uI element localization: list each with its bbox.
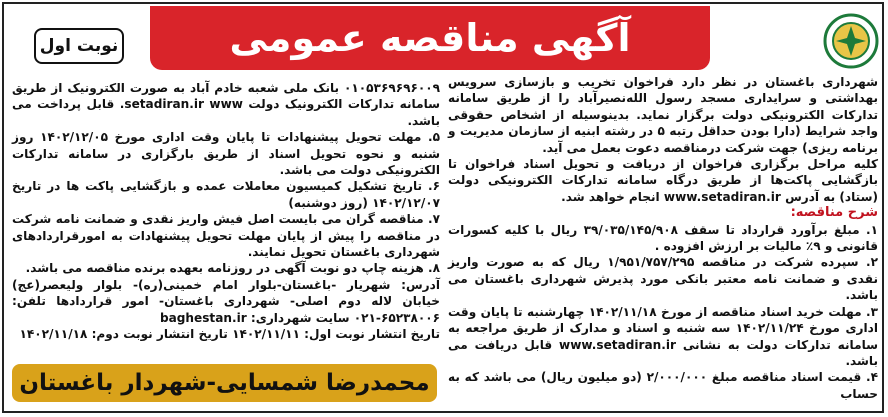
setad-link[interactable]: www.setadiran.ir — [663, 189, 781, 204]
municipality-site-link[interactable]: baghestan.ir — [159, 310, 247, 325]
ad-title: آگهی مناقصه عمومی — [229, 16, 631, 60]
condition-item-1: ۱. مبلغ برآورد قرارداد تا سقف ۳۹/۰۳۵/۱۴۵/۹۰۸ ریال با کلیه کسورات قانونی و ۹٪ مالیات بر ارزش افزوده . — [448, 222, 878, 254]
municipality-logo-icon — [822, 12, 880, 70]
condition-item-2: ۲. سپرده شرکت در مناقصه ۱/۹۵۱/۷۵۷/۲۹۵ ریال که به صورت واریز نقدی و ضمانت نامه معتبر بانکی مورد پذیرش شهرداری باغستان می باشد. — [448, 255, 878, 303]
condition-item-8: ۸. هزینه چاپ دو نوبت آگهی در روزنامه بعهده برنده مناقصه می باشد. — [25, 261, 440, 276]
process-text: کلیه مراحل برگزاری فراخوان از دریافت و تحویل اسناد فراخوان تا بازگشایی پاکت‌ها از طریق درگاه سامانه تدارکات الکترونیکی دولت (ستاد) به آدرس — [448, 157, 878, 204]
right-column — [448, 74, 878, 402]
condition-item-6: ۶. تاریخ تشکیل کمیسیون معاملات عمده و بازگشایی پاکت ها در تاریخ ۱۴۰۲/۱۲/۰۷ (روز دوشنبه) — [12, 179, 440, 210]
conditions-title: شرح مناقصه: — [790, 205, 878, 221]
condition-item-3: ۳. مهلت خرید اسناد مناقصه از مورخ ۱۴۰۲/۱۱/۱۸ چهارشنبه تا پایان وقت اداری مورخ ۱۴۰۲/۱۱/۲۴ سه شنبه و اسناد و مدارک از طریق مراجعه به سامانه تدارکات دولت به نشانی www.setadiran.ir قابل دریافت می باشد. — [448, 304, 879, 368]
condition-item-7: ۷. مناقصه گران می بایست اصل فیش واریز نقدی و ضمانت نامه شرکت در مناقصه را پیش از پایان مهلت تحویل پیشنهادات به امورقراردادهای شهرداری باغستان تحویل نمایند. — [12, 212, 440, 260]
condition-item-5: ۵. مهلت تحویل پیشنهادات تا پایان وقت اداری مورخ ۱۴۰۲/۱۲/۰۵ روز شنبه و نحوه تحویل اسناد از طریق بارگزاری در سامانه تدارکات الکترونیکی دولت می باشد. — [12, 130, 440, 178]
publish-dates: تاریخ انتشار نوبت اول: ۱۴۰۲/۱۱/۱۱ تاریخ انتشار نوبت دوم: ۱۴۰۲/۱۱/۱۸ — [19, 327, 440, 342]
condition-item-4-continued: ۰۱۰۵۳۶۹۶۹۶۰۰۹ بانک ملی شعبه خادم آباد به صورت الکترونیک از طریق سامانه تدارکات الکترونیک دولت setadiran.ir www. قابل پرداخت می باشد. — [12, 81, 441, 128]
process-end-text: انجام خواهد شد. — [561, 189, 660, 204]
intro-paragraph: شهرداری باغستان در نظر دارد فراخوان تخریب و بازسازی سرویس بهداشتی و سرایداری مسجد رسول الله‌نصیرآباد را از طریق سامانه تدارکات الکترونیکی دولت برگزار نماید. بدینوسیله از اشخاص حقوقی واجد شرایط (دارا بودن حداقل رتبه ۵ در رشته ابنیه از سازمان مدیریت و برنامه ریزی) جهت شرکت درمناقصه دعوت بعمل می آید. — [448, 75, 878, 155]
condition-item-4: ۴. قیمت اسناد مناقصه مبلغ ۲/۰۰۰/۰۰۰ (دو میلیون ریال) می باشد که به حساب — [448, 370, 878, 401]
address-paragraph — [12, 277, 440, 326]
left-column — [12, 80, 440, 343]
edition-badge: نوبت اول — [34, 28, 124, 64]
process-paragraph — [448, 156, 878, 205]
signature-box: محمدرضا شمسایی-شهردار باغستان — [12, 364, 437, 402]
address-text: آدرس: شهریار -باغستان-بلوار امام خمینی(ره)- بلوار ولیعصر(عج) خیابان لاله دوم اصلی- شهرداری باغستان- امور قراردادها تلفن: ۶۵۲۳۸۰۰۶-۰۲۱ سایت شهرداری: — [12, 277, 440, 325]
title-banner — [150, 6, 710, 70]
